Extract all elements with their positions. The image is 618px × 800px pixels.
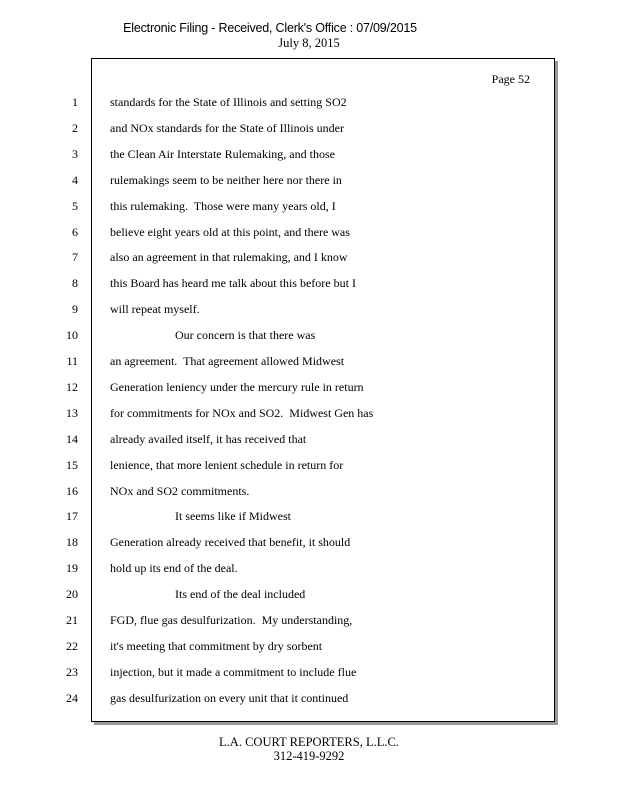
line-number: 13	[66, 405, 78, 420]
transcript-line	[0, 560, 618, 576]
line-text: this rulemaking. Those were many years old, I	[110, 198, 336, 213]
line-number: 3	[72, 146, 78, 161]
line-number: 8	[72, 276, 78, 291]
line-text: for commitments for NOx and SO2. Midwest Gen has	[110, 405, 374, 420]
line-number: 20	[66, 587, 78, 602]
line-number: 19	[66, 561, 78, 576]
line-number: 7	[72, 250, 78, 265]
line-number: 4	[72, 172, 78, 187]
line-text: believe eight years old at this point, and there was	[110, 224, 350, 239]
line-text: Its end of the deal included	[175, 587, 306, 602]
line-number: 11	[66, 354, 78, 368]
line-number: 2	[72, 120, 78, 135]
line-text: it's meeting that commitment by dry sorbent	[110, 638, 323, 653]
line-text: Generation leniency under the mercury rule in return	[110, 379, 364, 394]
transcript-line	[0, 275, 618, 291]
line-number: 18	[66, 535, 78, 550]
line-text: It seems like if Midwest	[175, 509, 291, 524]
line-number: 12	[66, 379, 78, 394]
line-number: 14	[66, 431, 78, 446]
line-number: 5	[72, 198, 78, 213]
line-text: already availed itself, it has received that	[110, 431, 307, 446]
transcript-line	[0, 224, 618, 240]
line-number: 15	[66, 457, 78, 472]
line-text: also an agreement in that rulemaking, and I know	[110, 250, 348, 265]
transcript-line	[0, 638, 618, 654]
transcript-line	[0, 457, 618, 473]
transcript-line	[0, 172, 618, 188]
transcript-line	[0, 508, 618, 524]
line-text: gas desulfurization on every unit that it continued	[110, 690, 349, 705]
transcript-line	[0, 664, 618, 680]
transcript-line	[0, 120, 618, 136]
transcript-line	[0, 405, 618, 421]
line-text: hold up its end of the deal.	[110, 561, 238, 576]
line-number: 1	[72, 95, 78, 109]
line-text: and NOx standards for the State of Illinois under	[110, 120, 344, 135]
line-number: 9	[72, 302, 78, 317]
transcript-line	[0, 612, 618, 628]
line-text: Generation already received that benefit, it should	[110, 535, 351, 550]
line-number: 6	[72, 224, 78, 239]
line-text: standards for the State of Illinois and setting SO2	[110, 95, 347, 109]
page-number: Page 52	[491, 72, 530, 86]
line-number: 23	[66, 664, 78, 679]
transcript-date: July 8, 2015	[278, 36, 340, 50]
electronic-filing-stamp: Electronic Filing - Received, Clerk's Office : 07/09/2015	[123, 21, 417, 35]
transcript-line	[0, 146, 618, 162]
line-number: 24	[66, 690, 78, 705]
court-reporter-phone: 312-419-9292	[273, 749, 345, 763]
transcript-line	[0, 353, 618, 369]
line-number: 17	[66, 509, 78, 524]
court-reporter-name: L.A. COURT REPORTERS, L.L.C.	[219, 735, 399, 749]
line-text: this Board has heard me talk about this before but I	[110, 276, 356, 291]
line-text: rulemakings seem to be neither here nor there in	[110, 172, 342, 187]
transcript-line	[0, 586, 618, 602]
line-text: will repeat myself.	[110, 302, 200, 317]
line-number: 21	[66, 613, 78, 627]
transcript-line	[0, 534, 618, 550]
transcript-line	[0, 431, 618, 447]
transcript-line	[0, 327, 618, 343]
transcript-line	[0, 198, 618, 214]
transcript-line	[0, 301, 618, 317]
line-text: injection, but it made a commitment to include flue	[110, 664, 357, 679]
line-number: 10	[66, 328, 78, 343]
line-text: an agreement. That agreement allowed Midwest	[110, 354, 345, 368]
line-number: 22	[66, 638, 78, 653]
line-text: FGD, flue gas desulfurization. My understanding,	[110, 613, 353, 627]
transcript-line	[0, 379, 618, 395]
transcript-line	[0, 483, 618, 499]
transcript-line	[0, 690, 618, 706]
transcript-line	[0, 94, 618, 110]
line-text: NOx and SO2 commitments.	[110, 483, 250, 498]
line-text: lenience, that more lenient schedule in return for	[110, 457, 344, 472]
transcript-line	[0, 249, 618, 265]
line-text: the Clean Air Interstate Rulemaking, and those	[110, 146, 335, 161]
line-number: 16	[66, 483, 78, 498]
line-text: Our concern is that there was	[175, 328, 316, 343]
